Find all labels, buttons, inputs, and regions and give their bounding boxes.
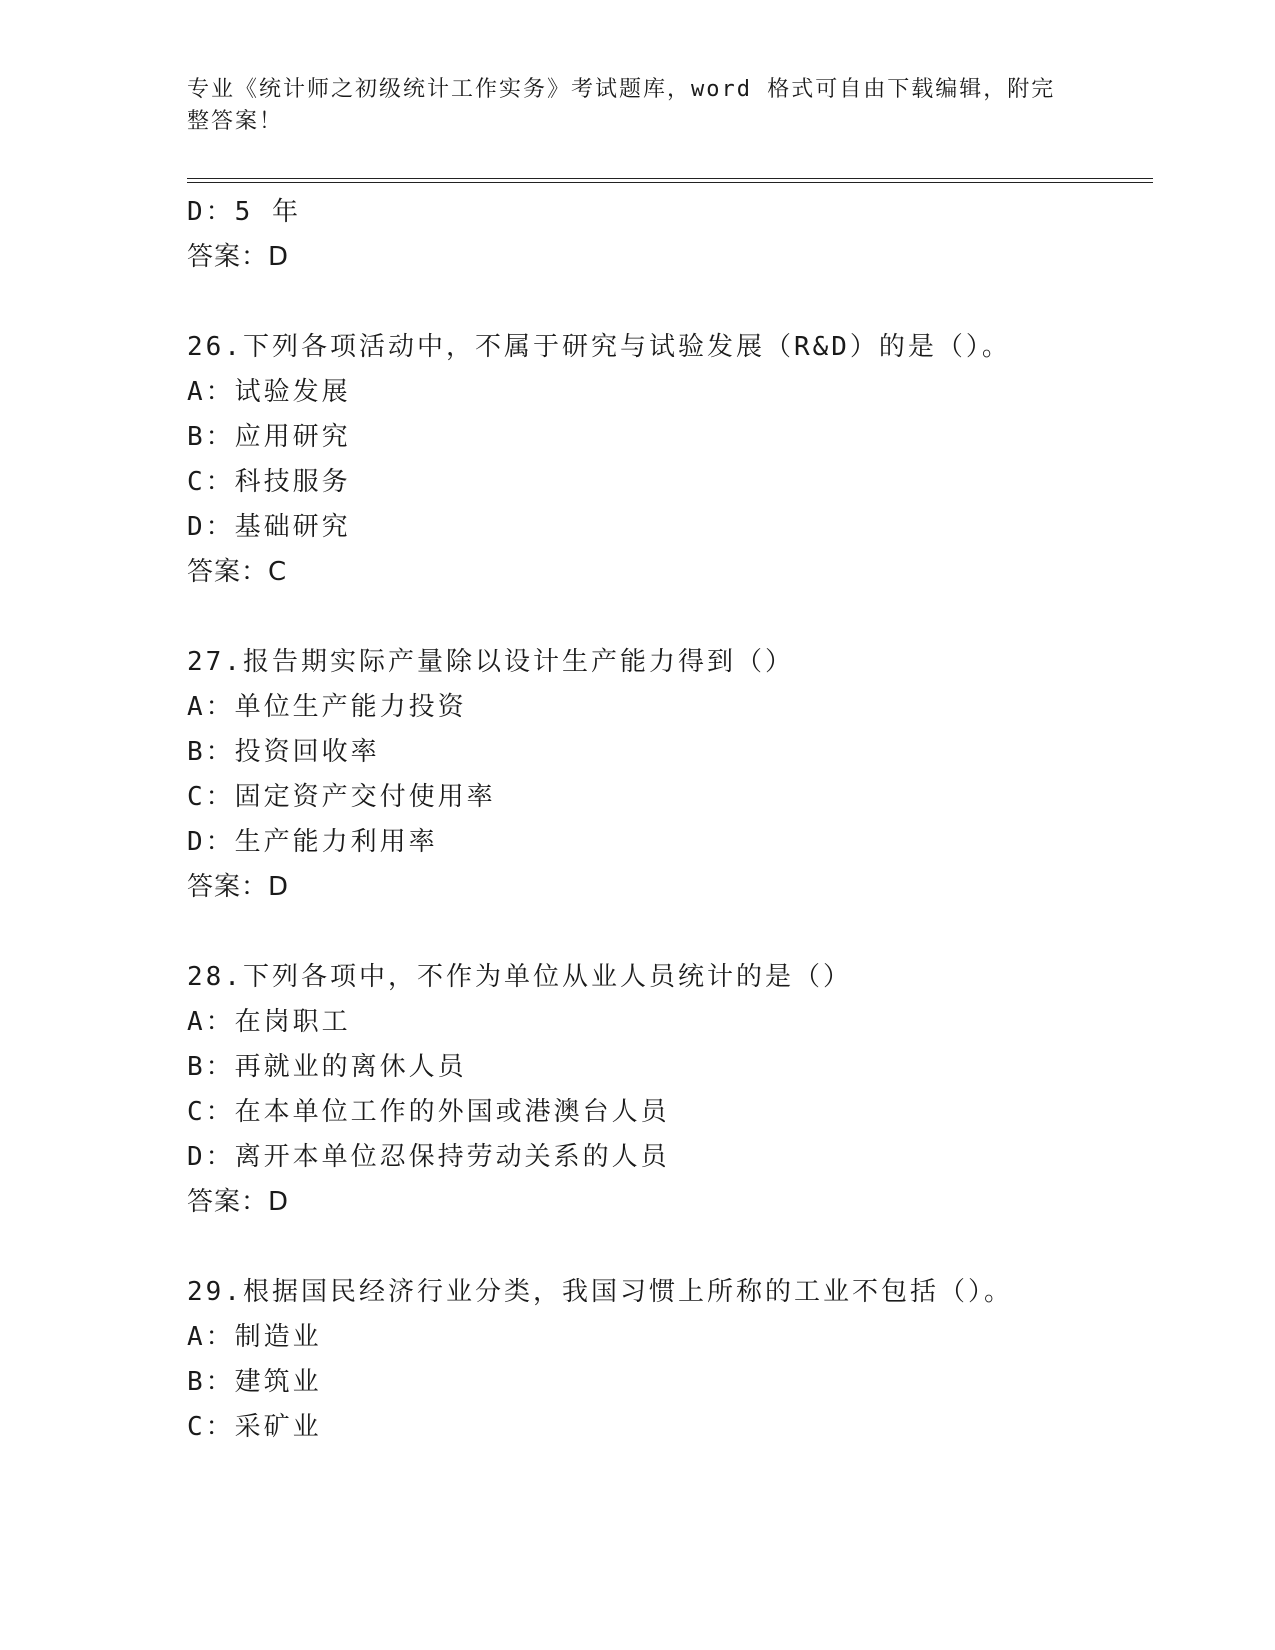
document-header (187, 74, 1087, 138)
option-b: B：应用研究 (187, 422, 351, 452)
question-block-27 (187, 640, 1153, 910)
spacer (187, 1225, 1153, 1270)
header-line-1: 专业《统计师之初级统计工作实务》考试题库，word 格式可自由下载编辑，附完 (187, 77, 1056, 102)
answer: 答案：D (187, 872, 290, 902)
spacer (187, 595, 1153, 640)
header-divider-top (187, 178, 1153, 179)
option-a: A：制造业 (187, 1322, 322, 1352)
answer: 答案：D (187, 242, 290, 272)
question-text: 29.根据国民经济行业分类，我国习惯上所称的工业不包括（）。 (187, 1277, 1013, 1307)
question-list (187, 190, 1153, 1450)
answer: 答案：D (187, 1187, 290, 1217)
option-b: B：投资回收率 (187, 737, 380, 767)
header-line-2: 整答案！ (187, 109, 284, 134)
spacer (187, 910, 1153, 955)
option-d: D：离开本单位忍保持劳动关系的人员 (187, 1142, 670, 1172)
question-block-28 (187, 955, 1153, 1225)
question-block-26 (187, 325, 1153, 595)
question-text: 27.报告期实际产量除以设计生产能力得到（） (187, 647, 794, 677)
question-block-29 (187, 1270, 1153, 1450)
option-c: C：在本单位工作的外国或港澳台人员 (187, 1097, 670, 1127)
option-b: B：建筑业 (187, 1367, 322, 1397)
option-a: A：单位生产能力投资 (187, 692, 467, 722)
answer: 答案：C (187, 557, 288, 587)
question-block-25 (187, 190, 1153, 280)
option-d: D：生产能力利用率 (187, 827, 438, 857)
option-a: A：试验发展 (187, 377, 351, 407)
option-d: D：5 年 (187, 197, 301, 227)
option-b: B：再就业的离休人员 (187, 1052, 467, 1082)
question-text: 26.下列各项活动中，不属于研究与试验发展（R&D）的是（）。 (187, 332, 1011, 362)
spacer (187, 280, 1153, 325)
option-c: C：科技服务 (187, 467, 351, 497)
header-divider-bottom (187, 182, 1153, 183)
option-a: A：在岗职工 (187, 1007, 351, 1037)
question-text: 28.下列各项中，不作为单位从业人员统计的是（） (187, 962, 852, 992)
option-d: D：基础研究 (187, 512, 351, 542)
option-c: C：固定资产交付使用率 (187, 782, 496, 812)
option-c: C：采矿业 (187, 1412, 322, 1442)
